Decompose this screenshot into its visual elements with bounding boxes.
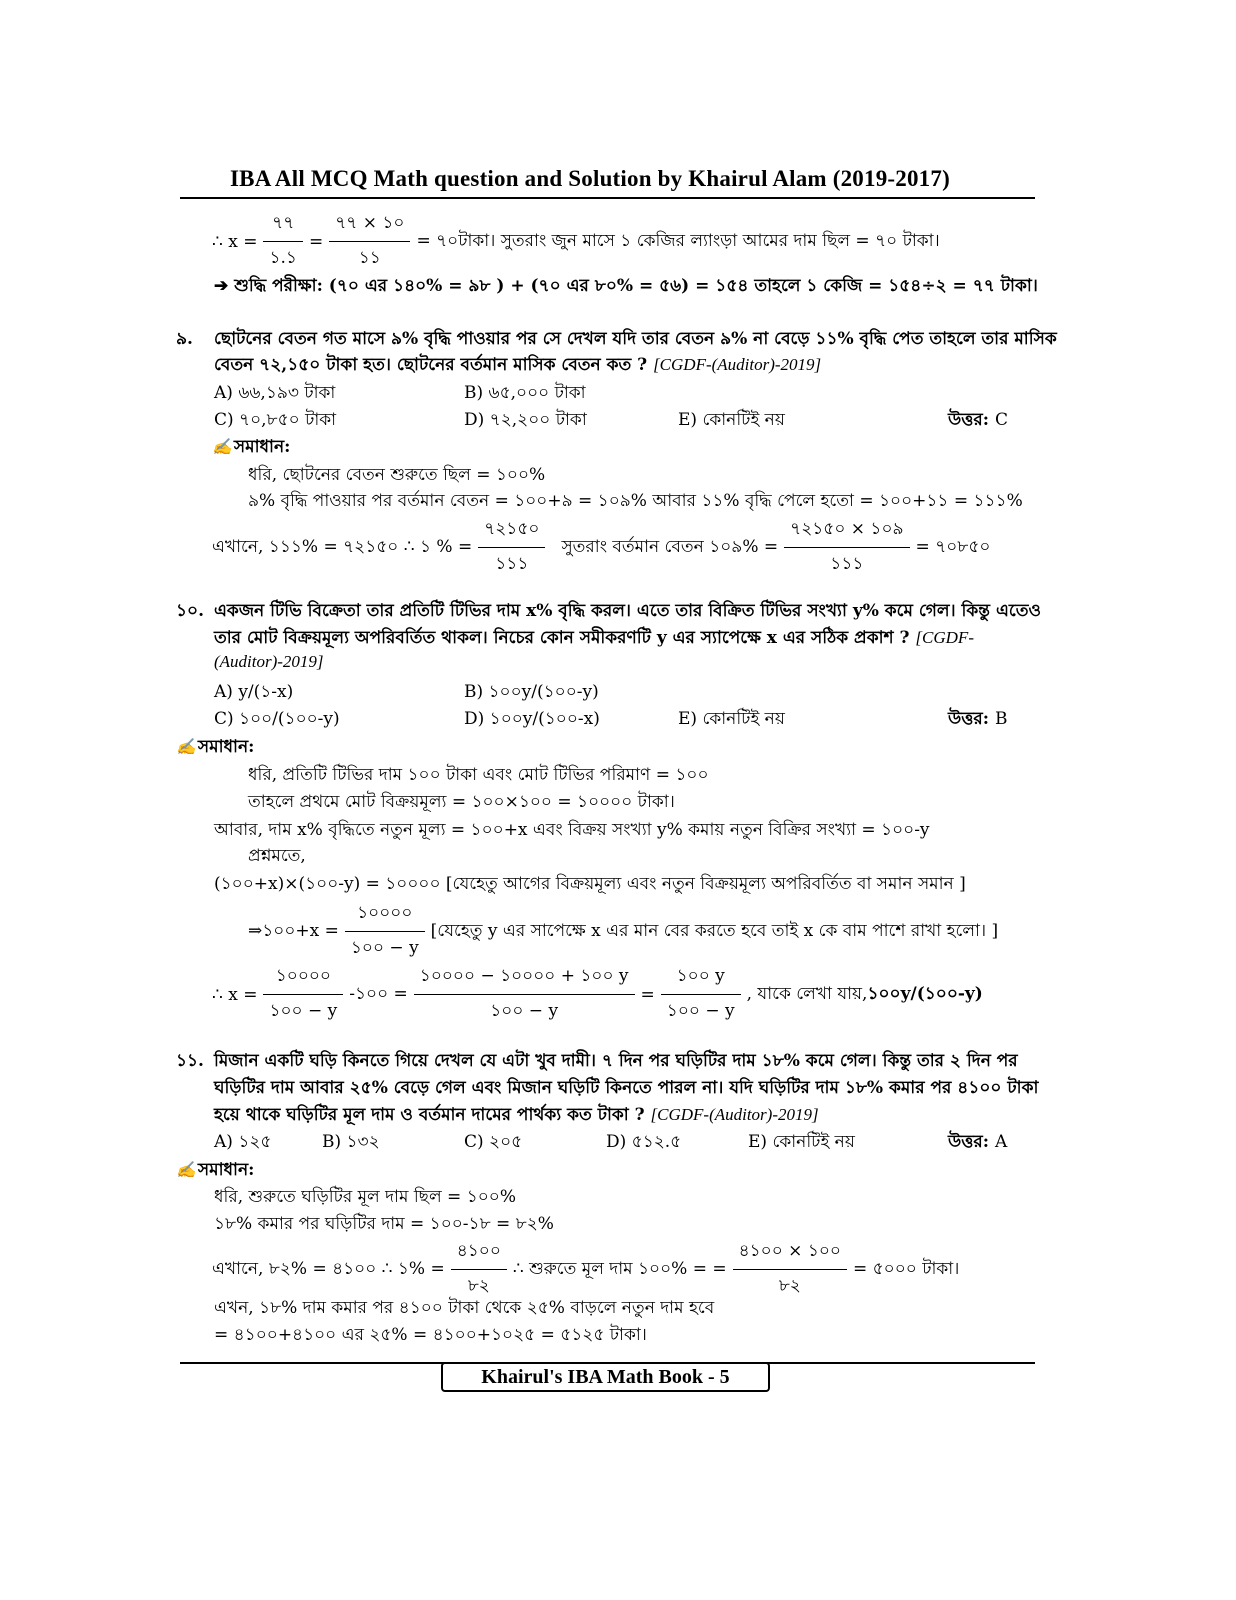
q9-option-e: E) কোনটিই নয় [678,410,785,430]
q10-solution-step-4: প্রশ্নমতে, [248,846,306,866]
q10-f3-num: ১০০০০ − ১০০০০ + ১০০ y [414,963,635,995]
q11-option-d: D) ৫১২.৫ [606,1132,682,1152]
question-9-line-2-text: বেতন ৭২,১৫০ টাকা হত। ছোটনের বর্তমান মাসিক বেতন কত ? [214,355,654,375]
q11-fraction-1 [451,1238,507,1301]
q9-solution-step-2: ৯% বৃদ্ধি পাওয়ার পর বর্তমান বেতন = ১০০+৯ = ১০৯% আবার ১১% বৃদ্ধি পেলে হতো = ১০০+১১ = ১১১% [248,491,1023,511]
q11-solution-step-4: এখন, ১৮% দাম কমার পর ৪১০০ টাকা থেকে ২৫% বাড়লে নতুন দাম হবে [214,1298,715,1318]
prev-tail: = ৭০টাকা। সুতরাং জুন মাসে ১ কেজির ল্যাংড়া আমের দাম ছিল = ৭০ টাকা। [416,230,940,251]
q11-solution-step-5: = ৪১০০+৪১০০ এর ২৫% = ৪১০০+১০২৫ = ৫১২৫ টাকা। [214,1325,647,1345]
question-10-source-2: (Auditor)-2019] [214,652,324,671]
q9-solution-step-1: ধরি, ছোটনের বেতন শুরুতে ছিল = ১০০% [248,465,546,485]
q11-solution-step-1: ধরি, শুরুতে ঘড়িটির মূল দাম ছিল = ১০০% [214,1187,516,1207]
q11-answer [948,1129,1007,1157]
q11-solution-heading [176,1157,254,1185]
q9-answer-label: উত্তর: [948,410,995,430]
q10-s6a: ⇒১০০+x = [248,920,339,941]
q9-fraction-1 [478,516,545,579]
q11-option-b: B) ১৩২ [322,1132,380,1152]
q10-solution-title: সমাধান: [197,737,255,757]
pen-icon: ✍ [176,737,196,756]
prev-f2-num: ৭৭ × ১০ [329,210,410,242]
q11-s3c: = ৫০০০ টাকা। [852,1258,960,1279]
q11-solution-step-2: ১৮% কমার পর ঘড়িটির দাম = ১০০-১৮ = ৮২% [214,1214,554,1234]
prev-f1-den: ১.১ [269,248,297,268]
q10-option-e: E) কোনটিই নয় [678,709,785,729]
q11-s3a: এখানে, ৮২% = ৪১০০ ∴ ১% = [212,1258,445,1279]
q11-f2-den: ৮২ [778,1276,801,1296]
question-9-source: [CGDF-(Auditor)-2019] [653,355,822,374]
footer-label: Khairul's IBA Math Book - 5 [441,1362,770,1392]
q10-solution-step-3: আবার, দাম x% বৃদ্ধিতে নতুন মূল্য = ১০০+x এবং বিক্রয় সংখ্যা y% কমায় নতুন বিক্রির সংখ্যা = ১০০-y [214,820,930,840]
page-title: IBA All MCQ Math question and Solution by Khairul Alam (2019-2017) [230,166,950,191]
prev-f1-num: ৭৭ [263,210,302,242]
q11-solution-equation [212,1238,959,1301]
question-10-line-2-text: তার মোট বিক্রয়মূল্য অপরিবর্তিত থাকল। নিচের কোন সমীকরণটি y এর স্যাপেক্ষে x এর সঠিক প্রকাশ ? [214,628,916,648]
prev-fraction-2 [329,210,410,273]
q10-f1-den: ১০০ − y [350,938,419,958]
prev-solution-equation [212,210,940,273]
q10-solution-equation-1 [248,900,998,963]
q10-f4-num: ১০০ y [661,963,741,995]
q9-solution-heading [212,434,290,462]
q9-option-d: D) ৭২,২০০ টাকা [464,410,587,430]
q11-s3b: ∴ শুরুতে মূল দাম ১০০% = = [512,1258,727,1279]
q10-answer-value: B [994,709,1008,729]
question-11-line-3-text: হয়ে থাকে ঘড়িটির মূল দাম ও বর্তমান দামের পার্থক্য কত টাকা ? [214,1105,651,1125]
q10-f3-den: ১০০ − y [490,1001,559,1021]
q9-solution-equation [212,516,990,579]
q11-f1-den: ৮২ [467,1276,490,1296]
q10-fraction-2 [263,963,343,1026]
q11-fraction-2 [733,1238,847,1301]
question-10-line-2 [214,625,974,653]
q11-option-a: A) ১২৫ [214,1132,272,1152]
prev-f2-den: ১১ [358,248,381,268]
q10-fraction-4 [661,963,741,1026]
q11-f2-num: ৪১০০ × ১০০ [733,1238,847,1270]
q10-s7d: , যাকে লেখা যায়, [746,983,868,1004]
q10-fraction-3 [414,963,635,1026]
q9-f1-den: ১১১ [495,554,529,574]
q9-option-a: A) ৬৬,১৯৩ টাকা [214,383,336,403]
header-divider [180,197,1035,199]
q9-solution-title: সমাধান: [233,437,291,457]
prev-therefore: ∴ x = [212,231,258,252]
q10-solution-heading [176,734,254,762]
prev-equals: = [308,231,324,252]
question-10-number: ১০. [176,601,205,621]
q9-s3b: সুতরাং বর্তমান বেতন ১০৯% = [561,536,779,557]
question-10-source-1: [CGDF- [915,628,974,647]
q10-answer [948,706,1007,734]
q10-s7a: ∴ x = [212,984,258,1005]
question-11-number: ১১. [176,1051,204,1071]
q10-s6b: [যেহেতু y এর সাপেক্ষে x এর মান বের করতে হবে তাই x কে বাম পাশে রাখা হলো। ] [430,920,999,941]
q10-f2-den: ১০০ − y [269,1001,338,1021]
question-11-line-1: মিজান একটি ঘড়ি কিনতে গিয়ে দেখল যে এটা খুব দামী। ৭ দিন পর ঘড়িটির দাম ১৮% কমে গেল। কিন্তু তার ২ দিন পর [214,1051,1018,1071]
q10-option-a: A) y/(১-x) [214,682,294,702]
q11-answer-label: উত্তর: [948,1132,995,1152]
q10-fraction-1 [345,900,425,963]
q9-f2-den: ১১১ [830,554,864,574]
question-11-line-2: ঘড়িটির দাম আবার ২৫% বেড়ে গেল এবং মিজান ঘড়িটি কিনতে পারল না। যদি ঘড়িটির দাম ১৮% কমার পর ৪১০০ টাকা [214,1078,1039,1098]
q11-option-e: E) কোনটিই নয় [748,1132,855,1152]
q9-fraction-2 [784,516,909,579]
pen-icon: ✍ [212,437,232,456]
q10-f1-num: ১০০০০ [345,900,425,932]
q11-option-c: C) ২০৫ [464,1132,523,1152]
q9-option-b: B) ৬৫,০০০ টাকা [464,383,586,403]
question-11-line-3 [214,1102,819,1130]
q11-f1-num: ৪১০০ [451,1238,507,1270]
prev-fraction-1 [263,210,302,273]
q11-solution-title: সমাধান: [197,1160,255,1180]
pen-icon: ✍ [176,1160,196,1179]
verification-line [214,273,1038,301]
q9-answer [948,407,1008,435]
question-9-line-2 [214,352,821,380]
q10-option-c: C) ১০০/(১০০-y) [214,709,340,729]
q9-f1-num: ৭২১৫০ [478,516,545,548]
q10-f4-den: ১০০ − y [666,1001,735,1021]
q10-s7c: = [640,984,655,1005]
q10-option-b: B) ১০০y/(১০০-y) [464,682,599,702]
question-10-line-1: একজন টিভি বিক্রেতা তার প্রতিটি টিভির দাম x% বৃদ্ধি করল। এতে তার বিক্রিত টিভির সংখ্যা y% কমে গেল। কিন্তু এতেও [214,601,1041,621]
q10-solution-step-2: তাহলে প্রথমে মোট বিক্রয়মূল্য = ১০০×১০০ = ১০০০০ টাকা। [248,792,675,812]
question-9-number: ৯. [176,329,193,349]
verification-text: শুদ্ধি পরীক্ষা: (৭০ এর ১৪০% = ৯৮ ) + (৭০ এর ৮০% = ৫৬) = ১৫৪ তাহলে ১ কেজি = ১৫৪÷২ = ৭৭ টাকা। [234,276,1038,296]
question-9-line-1: ছোটনের বেতন গত মাসে ৯% বৃদ্ধি পাওয়ার পর সে দেখল যদি তার বেতন ৯% না বেড়ে ১১% বৃদ্ধি পেত তাহলে তার মাসিক [214,329,1057,349]
q10-answer-label: উত্তর: [948,709,995,729]
q10-f2-num: ১০০০০ [263,963,343,995]
arrow-right-icon: ➔ [214,276,229,296]
q10-solution-step-5: (১০০+x)×(১০০-y) = ১০০০০ [যেহেতু আগের বিক্রয়মূল্য এবং নতুন বিক্রয়মূল্য অপরিবর্তিত বা সমান সমান ] [214,874,966,894]
q9-answer-value: C [994,410,1008,430]
q10-option-d: D) ১০০y/(১০০-x) [464,709,600,729]
question-11-source: [CGDF-(Auditor)-2019] [650,1105,819,1124]
q9-s3c: = ৭০৮৫০ [915,536,991,557]
q10-s7b: -১০০ = [349,983,408,1004]
q10-solution-equation-2 [212,963,983,1026]
q9-s3a: এখানে, ১১১% = ৭২১৫০ ∴ ১ % = [212,536,473,557]
q10-s7e: ১০০y/(১০০-y) [867,983,983,1004]
q10-solution-step-1: ধরি, প্রতিটি টিভির দাম ১০০ টাকা এবং মোট টিভির পরিমাণ = ১০০ [248,765,709,785]
q9-f2-num: ৭২১৫০ × ১০৯ [784,516,909,548]
q9-option-c: C) ৭০,৮৫০ টাকা [214,410,337,430]
q11-answer-value: A [994,1132,1008,1152]
